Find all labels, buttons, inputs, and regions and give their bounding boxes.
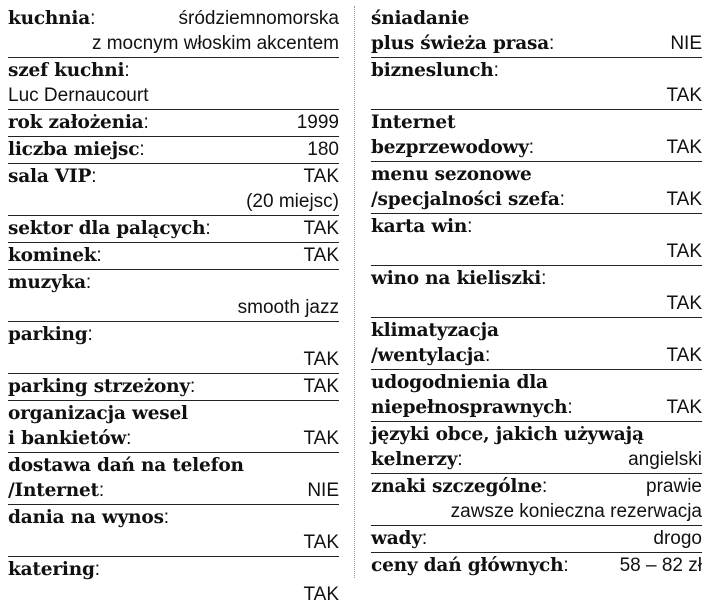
value-cuisine-line1: śródziemnomorska xyxy=(178,8,339,29)
label-cuisine: kuchnia: xyxy=(8,8,96,29)
value-smoking: TAK xyxy=(303,218,339,239)
entry-catering xyxy=(8,557,339,608)
label-weddings-line2: i bankietów: xyxy=(8,428,132,449)
label-founded: rok założenia: xyxy=(8,112,149,133)
value-music: smooth jazz xyxy=(237,297,339,318)
value-takeaway: TAK xyxy=(303,532,339,553)
value-wifi: TAK xyxy=(666,137,702,158)
value-breakfast: NIE xyxy=(670,33,702,54)
label-wifi-line1: Internet xyxy=(371,112,456,133)
entry-disabled-access xyxy=(371,370,702,422)
entry-wine-list xyxy=(371,214,702,266)
label-disabled-line1: udogodnienia dla xyxy=(371,372,548,393)
value-cuisine-line2: z mocnym włoskim akcentem xyxy=(91,33,339,54)
left-column xyxy=(8,6,339,608)
value-founded: 1999 xyxy=(296,112,339,133)
value-prices: 58 – 82 zł xyxy=(619,555,702,576)
label-catering: katering: xyxy=(8,559,100,580)
value-wine-glass: TAK xyxy=(666,293,702,314)
value-features-line1: prawie xyxy=(646,476,702,497)
entry-chef xyxy=(8,58,339,110)
entry-flaws xyxy=(371,526,702,553)
label-weddings-line1: organizacja wesel xyxy=(8,403,188,424)
entry-aircon xyxy=(371,318,702,370)
value-disabled: TAK xyxy=(666,397,702,418)
label-aircon-line2: /wentylacja: xyxy=(371,345,491,366)
label-wine-list: karta win: xyxy=(371,216,473,237)
label-languages-line2: kelnerzy: xyxy=(371,449,463,470)
label-music: muzyka: xyxy=(8,272,91,293)
entry-founded xyxy=(8,110,339,137)
value-catering: TAK xyxy=(303,584,339,605)
entry-seats xyxy=(8,137,339,164)
label-fireplace: kominek: xyxy=(8,245,102,266)
value-weddings: TAK xyxy=(303,428,339,449)
label-delivery-line2: /Internet: xyxy=(8,480,104,501)
label-delivery-line1: dostawa dań na telefon xyxy=(8,455,244,476)
label-disabled-line2: niepełnosprawnych: xyxy=(371,397,573,418)
entry-cuisine xyxy=(8,6,339,58)
entry-parking xyxy=(8,322,339,374)
label-vip: sala VIP: xyxy=(8,166,97,187)
value-seats: 180 xyxy=(307,139,339,160)
entry-prices xyxy=(371,553,702,579)
label-guarded-parking: parking strzeżony: xyxy=(8,376,196,397)
label-chef: szef kuchni: xyxy=(8,60,130,81)
value-fireplace: TAK xyxy=(303,245,339,266)
label-breakfast-line1: śniadanie xyxy=(371,8,470,29)
entry-languages xyxy=(371,422,702,474)
label-prices: ceny dań głównych: xyxy=(371,555,569,576)
entry-wifi xyxy=(371,110,702,162)
label-lunch: bizneslunch: xyxy=(371,60,499,81)
label-takeaway: dania na wynos: xyxy=(8,507,169,528)
value-languages: angielski xyxy=(628,449,702,470)
label-seasonal-line1: menu sezonowe xyxy=(371,164,532,185)
label-wifi-line2: bezprzewodowy: xyxy=(371,137,534,158)
value-wine-list: TAK xyxy=(666,241,702,262)
label-breakfast-line2: plus świeża prasa: xyxy=(371,33,555,54)
entry-seasonal xyxy=(371,162,702,214)
entry-delivery xyxy=(8,453,339,505)
label-features: znaki szczególne: xyxy=(371,476,548,497)
entry-smoking xyxy=(8,216,339,243)
label-wine-glass: wino na kieliszki: xyxy=(371,268,547,289)
right-column xyxy=(371,6,702,579)
value-vip-note: (20 miejsc) xyxy=(246,191,339,212)
label-parking: parking: xyxy=(8,324,93,345)
value-guarded-parking: TAK xyxy=(303,376,339,397)
label-aircon-line1: klimatyzacja xyxy=(371,320,499,341)
value-seasonal: TAK xyxy=(666,189,702,210)
entry-lunch xyxy=(371,58,702,110)
value-lunch: TAK xyxy=(666,85,702,106)
entry-music xyxy=(8,270,339,322)
value-parking: TAK xyxy=(303,349,339,370)
entry-weddings xyxy=(8,401,339,453)
value-chef: Luc Dernaucourt xyxy=(8,85,149,106)
label-flaws: wady: xyxy=(371,528,427,549)
entry-vip xyxy=(8,164,339,216)
label-seasonal-line2: /specjalności szefa: xyxy=(371,189,565,210)
entry-wine-glass xyxy=(371,266,702,318)
entry-guarded-parking xyxy=(8,374,339,401)
label-seats: liczba miejsc: xyxy=(8,139,145,160)
value-delivery: NIE xyxy=(307,480,339,501)
label-languages-line1: języki obce, jakich używają xyxy=(371,424,644,445)
value-aircon: TAK xyxy=(666,345,702,366)
value-flaws: drogo xyxy=(653,528,702,549)
entry-takeaway xyxy=(8,505,339,557)
entry-fireplace xyxy=(8,243,339,270)
value-features-line2: zawsze konieczna rezerwacja xyxy=(450,501,702,522)
column-divider xyxy=(354,6,355,578)
entry-features xyxy=(371,474,702,526)
value-vip: TAK xyxy=(303,166,339,187)
label-smoking: sektor dla palących: xyxy=(8,218,211,239)
entry-breakfast xyxy=(371,6,702,58)
